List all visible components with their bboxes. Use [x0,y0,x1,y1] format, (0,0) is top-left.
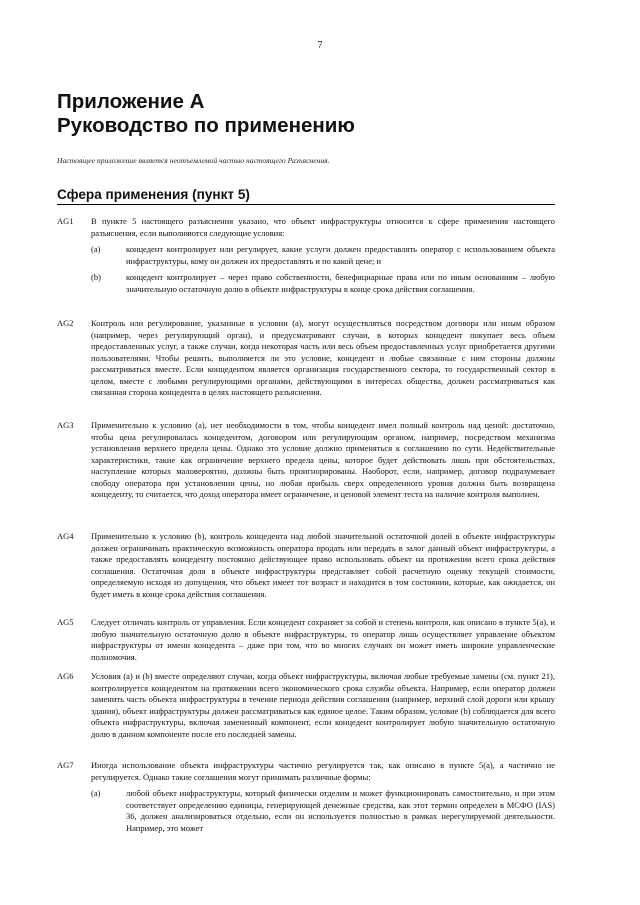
paragraph-text: Следует отличать контроль от управления. Если концедент сохраняет за собой и степень контроля, как описано в пункте 5(а), и любую значительную остаточную долю в объекте инфраструктуры, то оператор лишь осуществляет управление объектом инфраструктуры от имени концедента – даже при том, что во многих случаях он может иметь широкие управленческие полномочия. [91,617,555,662]
page-number: 7 [317,40,323,51]
list-item-text: концедент контролирует или регулирует, какие услуги должен предоставлять оператор с использованием объекта инфраструктуры, кому он должен их предоставлять и по какой цене; и [126,244,555,266]
list-item [57,788,555,834]
paragraph-text: Применительно к условию (а), нет необходимости в том, чтобы концедент имел полный контроль над ценой: достаточно, чтобы цена регулировалась концедентом, договором или регулирующим органом, например, посредством механизма установления верхнего предела цены. Однако это условие должно применяться к соглашению по сути. Недействительные характеристики, такие как ограничение верхнего предела цены, которое будет действовать лишь при обстоятельствах, наступление которых маловероятно, должны быть проигнорированы. Наоборот, если, например, договор подразумевает свободу оператора при установлении цены, но любая прибыль сверх определенного уровня должна быть возвращена концеденту, то считается, что доход оператора имеет ограничение, и ценовой элемент теста на наличие контроля выполнен. [91,420,555,499]
paragraph-number: AG1 [57,216,74,226]
paragraph-ag5 [57,617,555,663]
paragraph-number: AG4 [57,531,74,541]
list-item [57,272,555,295]
list-item-label: (b) [91,272,101,282]
paragraph-number: AG5 [57,617,74,627]
paragraph-ag6 [57,671,555,740]
paragraph-number: AG2 [57,318,74,328]
list-item-label: (а) [91,788,101,798]
list-item [57,244,555,267]
appendix-title [57,90,355,138]
appendix-title-line-1: Приложение А [57,90,205,113]
section-heading: Сфера применения (пункт 5) [57,186,555,205]
paragraph-ag4 [57,531,555,600]
paragraph-ag2 [57,318,555,399]
paragraph-ag1 [57,216,555,295]
paragraph-text: В пункте 5 настоящего разъяснения указано, что объект инфраструктуры относится к сфере применения настоящего разъяснения, если выполняются следующие условия: [91,216,555,238]
paragraph-text: Контроль или регулирование, указанные в условии (а), могут осуществляться посредством договора или иным образом (например, через регулирующий орган), и предусматривают случаи, в которых концедент покупает весь объем предоставленных услуг, а также случаи, когда некоторая часть или весь объем предоставленных услуг приобретается другими пользователями. Чтобы решить, выполняется ли это условие, концедент и любые связанные с ним стороны должны рассматриваться вместе. Если концедентом является организация государственного сектора, то государственный сектор в целом, вместе с любыми регулирующими органами, действующими в интересах общества, должен рассматриваться как связанная сторона концедента в целях настоящего разъяснения. [91,318,555,397]
paragraph-number: AG6 [57,671,74,681]
paragraph-number: AG7 [57,760,74,770]
appendix-title-line-2: Руководство по применению [57,114,355,137]
paragraph-number: AG3 [57,420,74,430]
paragraph-text: Условия (а) и (b) вместе определяют случаи, когда объект инфраструктуры, включая любые требуемые замены (см. пункт 21), контролируется концедентом на протяжении всего экономического срока службы объекта. Например, если оператор должен заменить часть объекта инфраструктуры в течение периода действия соглашения (например, верхний слой дороги или крышу здания), объект инфраструктуры должен рассматриваться как единое целое. Таким образом, условие (b) соблюдается для всего объекта инфраструктуры, включая замененный компонент, если концедент контролирует любую значительную остаточную долю в данном компоненте после его последней замены. [91,671,555,739]
list-item-text: любой объект инфраструктуры, который физически отделим и может функционировать самостоятельно, и при этом соответствует определению единицы, генерирующей денежные средства, как этот термин определен в МСФО (IAS) 36, должен анализироваться отдельно, если он используется полностью в рамках нерегулируемой деятельности. Например, это может [126,788,555,833]
appendix-note: Настоящее приложение является неотъемлемой частью настоящего Разъяснения. [57,156,330,165]
paragraph-ag7 [57,760,555,834]
list-item-text: концедент контролирует – через право собственности, бенефициарные права или по иным основаниям – любую значительную остаточную долю в объекте инфраструктуры в конце срока действия соглашения. [126,272,555,294]
paragraph-text: Иногда использование объекта инфраструктуры частично регулируется так, как описано в пункте 5(а), а частично не регулируется. Однако такие соглашения могут принимать различные формы: [91,760,555,782]
paragraph-text: Применительно к условию (b), контроль концедента над любой значительной остаточной долей в объекте инфраструктуры должен ограничивать практическую возможность оператора продать или передать в залог данный объект инфраструктуры, а также предоставлять концеденту постоянно действующее право использовать объект на протяжении всего срока действия соглашения. Остаточная доля в объекте инфраструктуры представляет собой расчетную оценку текущей стоимости, определяемую исходя из допущения, что объект имеет тот возраст и находится в том состоянии, которые, как ожидается, он будет иметь в конце срока действия соглашения. [91,531,555,599]
paragraph-ag3 [57,420,555,501]
list-item-label: (а) [91,244,101,254]
